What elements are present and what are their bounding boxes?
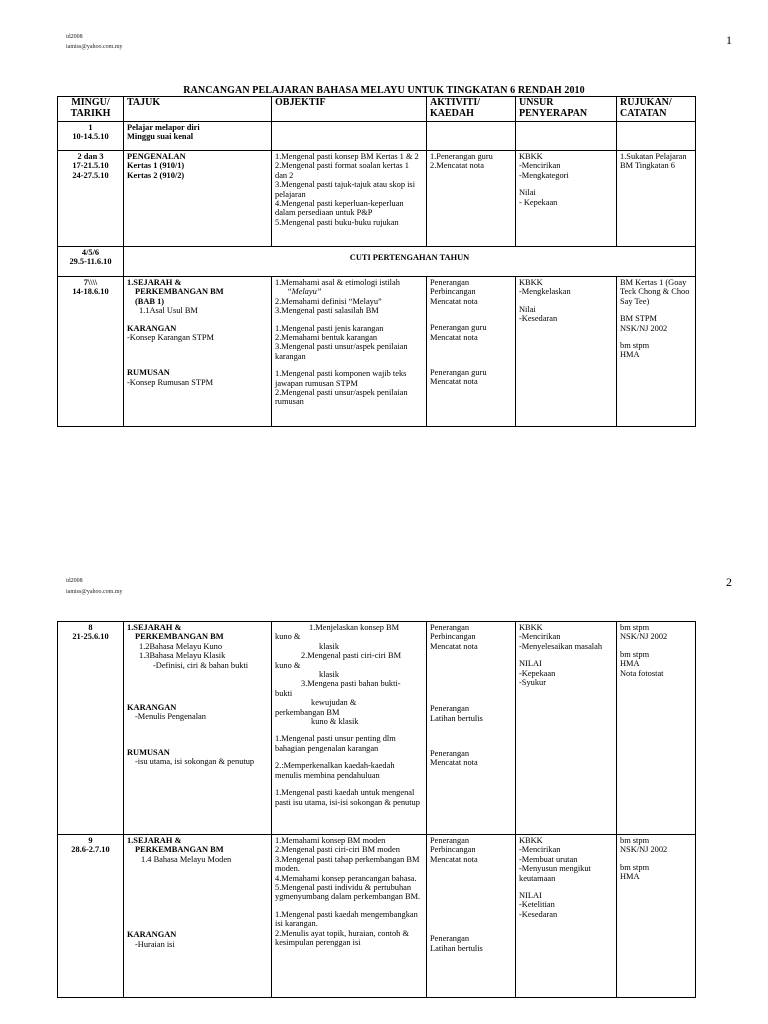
week-cell: 1 10-14.5.10 xyxy=(58,122,124,151)
col-rujukan: RUJUKAN/ CATATAN xyxy=(617,97,696,122)
lesson-plan-table xyxy=(57,96,696,427)
week-cell: 9 28.6-2.7.10 xyxy=(58,835,124,998)
rujukan-cell: bm stpm NSK/NJ 2002 bm stpm HMA Nota fotostat xyxy=(617,622,696,835)
tajuk-cell: PENGENALAN Kertas 1 (910/1) Kertas 2 (910/2) xyxy=(124,151,272,247)
rujukan-cell: BM Kertas 1 (Goay Teck Chong & Choo Say Tee) BM STPM NSK/NJ 2002 bm stpm HMA xyxy=(617,277,696,427)
unsur-cell: KBKK -Mencirikan -Mengkategori Nilai - Kepekaan xyxy=(516,151,617,247)
header-email: iamiss@yahoo.com.my xyxy=(66,44,123,50)
col-objektif: OBJEKTIF xyxy=(272,97,427,122)
page-number: 1 xyxy=(726,33,732,47)
objektif-cell: 1.Memahami asal & etimologi istilah “Melayu” 2.Memahami definisi “Melayu” 3.Mengenal pasti salasilah BM 1.Mengenal pasti jenis karangan 2.Memahami bentuk karangan 3.Mengenal pasti unsur/aspek penilaian karangan 1.Mengenal pasti komponen wajib teks jawapan rumusan STPM 2.Mengenal pasti unsur/aspek penilaian rumusan xyxy=(272,277,427,427)
table-row xyxy=(58,247,696,277)
lesson-plan-table xyxy=(57,621,696,998)
page-2 xyxy=(0,560,768,1024)
page-number: 2 xyxy=(726,575,732,589)
col-minggu: MINGU/ TARIKH xyxy=(58,97,124,122)
rujukan-cell: bm stpm NSK/NJ 2002 bm stpm HMA xyxy=(617,835,696,998)
table-row xyxy=(58,622,696,835)
aktiviti-cell: 1.Penerangan guru 2.Mencatat nota xyxy=(427,151,516,247)
week-cell: 2 dan 3 17-21.5.10 24-27.5.10 xyxy=(58,151,124,247)
header-id: id2008 xyxy=(66,34,83,40)
table-row xyxy=(58,151,696,247)
week-cell: 7\\\\ 14-18.6.10 xyxy=(58,277,124,427)
holiday-note: CUTI PERTENGAHAN TAHUN xyxy=(124,247,696,277)
document-title: RANCANGAN PELAJARAN BAHASA MELAYU UNTUK TINGKATAN 6 RENDAH 2010 xyxy=(183,85,585,96)
objektif-cell: 1.Menjelaskan konsep BM kuno & klasik 2.Mengenal pasti ciri-ciri BM kuno & klasik 3.Mengena pasti bahan bukti- bukti kewujudan & perkembangan BM kuno & klasik 1.Mengenal pasti unsur penting dlm bahagian pengenalan karangan 2.:Memperkenalkan kaedah-kaedah menulis membina pendahuluan 1.Mengenal pasti kaedah untuk mengenal pasti isu utama, isi-isi sokongan & penutup xyxy=(272,622,427,835)
header-email: iamiss@yahoo.com.my xyxy=(66,589,123,595)
unsur-cell: KBKK -Mencirikan -Membuat urutan -Menyusun mengikut keutamaan NILAI -Ketelitian -Kesedaran xyxy=(516,835,617,998)
aktiviti-cell: Penerangan Perbincangan Mencatat nota Penerangan Latihan bertulis xyxy=(427,835,516,998)
rujukan-cell: 1.Sukatan Pelajaran BM Tingkatan 6 xyxy=(617,151,696,247)
objektif-cell: 1.Memahami konsep BM moden 2.Mengenal pasti ciri-ciri BM moden 3.Mengenal pasti tahap perkembangan BM moden. 4.Memahami konsep perancangan bahasa. 5.Mengenal pasti individu & pertubuhan ygmenyumbang dalam perkembangan BM. 1.Mengenal pasti kaedah mengembangkan isi karangan. 2.Menulis ayat topik, huraian, contoh & kesimpulan perenggan isi xyxy=(272,835,427,998)
col-tajuk: TAJUK xyxy=(124,97,272,122)
tajuk-cell: 1.SEJARAH & PERKEMBANGAN BM (BAB 1) 1.1Asal Usul BM KARANGAN -Konsep Karangan STPM RUMUSAN -Konsep Rumusan STPM xyxy=(124,277,272,427)
aktiviti-cell: Penerangan Perbincangan Mencatat nota Penerangan Latihan bertulis Penerangan Mencatat nota xyxy=(427,622,516,835)
table-row xyxy=(58,277,696,427)
table-row xyxy=(58,122,696,151)
col-aktiviti: AKTIVITI/ KAEDAH xyxy=(427,97,516,122)
unsur-cell: KBKK -Mengkelaskan Nilai -Kesedaran xyxy=(516,277,617,427)
col-unsur: UNSUR PENYERAPAN xyxy=(516,97,617,122)
table-header-row xyxy=(58,97,696,122)
table-row xyxy=(58,835,696,998)
aktiviti-cell: Penerangan Perbincangan Mencatat nota Penerangan guru Mencatat nota Penerangan guru Mencatat nota xyxy=(427,277,516,427)
week-cell: 4/5/6 29.5-11.6.10 xyxy=(58,247,124,277)
week-cell: 8 21-25.6.10 xyxy=(58,622,124,835)
tajuk-cell: Pelajar melapor diri Minggu suai kenal xyxy=(124,122,272,151)
header-id: id2008 xyxy=(66,578,83,584)
unsur-cell: KBKK -Mencirikan -Menyelesaikan masalah NILAI -Kepekaan -Syukur xyxy=(516,622,617,835)
tajuk-cell: 1.SEJARAH & PERKEMBANGAN BM 1.4 Bahasa Melayu Moden KARANGAN -Huraian isi xyxy=(124,835,272,998)
tajuk-cell: 1.SEJARAH & PERKEMBANGAN BM 1.2Bahasa Melayu Kuno 1.3Bahasa Melayu Klasik -Definisi, ciri & bahan bukti KARANGAN -Menulis Pengenalan RUMUSAN -isu utama, isi sokongan & penutup xyxy=(124,622,272,835)
objektif-cell: 1.Mengenal pasti konsep BM Kertas 1 & 2 2.Mengenal pasti format soalan kertas 1 dan 2 3.Mengenal pasti tajuk-tajuk atau skop isi pelajaran 4.Mengenal pasti keperluan-keperluan dalam persediaan untuk P&P 5.Mengenal pasti buku-buku rujukan xyxy=(272,151,427,247)
